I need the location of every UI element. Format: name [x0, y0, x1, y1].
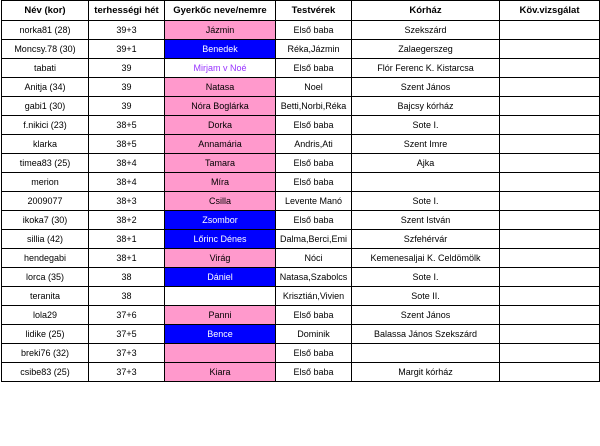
cell-het[interactable]: 39 — [89, 59, 165, 78]
cell-het[interactable]: 38+1 — [89, 249, 165, 268]
cell-het[interactable]: 39 — [89, 78, 165, 97]
cell-testver[interactable]: Levente Manó — [276, 192, 352, 211]
table-row — [2, 59, 600, 78]
table-row — [2, 344, 600, 363]
table-row — [2, 363, 600, 382]
cell-gyerek[interactable]: Tamara — [165, 154, 276, 173]
cell-gyerek[interactable]: Benedek — [165, 40, 276, 59]
cell-kov[interactable] — [500, 363, 600, 382]
cell-korhaz[interactable]: Bajcsy kórház — [352, 97, 500, 116]
table-row — [2, 325, 600, 344]
cell-kov[interactable] — [500, 249, 600, 268]
cell-het[interactable]: 37+3 — [89, 363, 165, 382]
cell-nev[interactable]: hendegabi — [2, 249, 89, 268]
header-korhaz[interactable]: Kórház — [352, 1, 500, 21]
table-row — [2, 211, 600, 230]
cell-gyerek[interactable]: Panni — [165, 306, 276, 325]
header-nev[interactable]: Név (kor) — [2, 1, 89, 21]
cell-nev[interactable]: Moncsy.78 (30) — [2, 40, 89, 59]
cell-testver[interactable]: Betti,Norbi,Réka — [276, 97, 352, 116]
cell-korhaz[interactable]: Margit kórház — [352, 363, 500, 382]
cell-nev[interactable]: f.nikici (23) — [2, 116, 89, 135]
table-row — [2, 287, 600, 306]
cell-nev[interactable]: lidike (25) — [2, 325, 89, 344]
cell-kov[interactable] — [500, 59, 600, 78]
cell-kov[interactable] — [500, 287, 600, 306]
table-row — [2, 173, 600, 192]
cell-gyerek[interactable]: Nóra Boglárka — [165, 97, 276, 116]
cell-nev[interactable]: norka81 (28) — [2, 21, 89, 40]
cell-korhaz[interactable] — [352, 173, 500, 192]
table-row — [2, 40, 600, 59]
cell-testver[interactable]: Andris,Ati — [276, 135, 352, 154]
cell-testver[interactable]: Első baba — [276, 154, 352, 173]
cell-het[interactable]: 38+3 — [89, 192, 165, 211]
cell-het[interactable]: 38 — [89, 287, 165, 306]
cell-gyerek[interactable]: Zsombor — [165, 211, 276, 230]
cell-nev[interactable]: gabi1 (30) — [2, 97, 89, 116]
cell-kov[interactable] — [500, 135, 600, 154]
cell-gyerek[interactable]: Mirjam v Noé — [165, 59, 276, 78]
cell-kov[interactable] — [500, 154, 600, 173]
header-row — [2, 1, 600, 21]
cell-testver[interactable]: Első baba — [276, 306, 352, 325]
table-row — [2, 116, 600, 135]
cell-korhaz[interactable]: Sote I. — [352, 192, 500, 211]
table-row — [2, 192, 600, 211]
header-gyerek[interactable]: Gyerkőc neve/nemre — [165, 1, 276, 21]
cell-gyerek[interactable]: Lőrinc Dénes — [165, 230, 276, 249]
cell-korhaz[interactable]: Szent János — [352, 78, 500, 97]
table-row — [2, 21, 600, 40]
cell-nev[interactable]: csibe83 (25) — [2, 363, 89, 382]
cell-kov[interactable] — [500, 192, 600, 211]
cell-kov[interactable] — [500, 306, 600, 325]
cell-testver[interactable]: Első baba — [276, 363, 352, 382]
cell-korhaz[interactable]: Sote I. — [352, 116, 500, 135]
cell-het[interactable]: 37+6 — [89, 306, 165, 325]
table-row — [2, 249, 600, 268]
cell-kov[interactable] — [500, 97, 600, 116]
table-row — [2, 230, 600, 249]
cell-korhaz[interactable]: Kemenesaljai K. Celdömölk — [352, 249, 500, 268]
cell-gyerek[interactable]: Míra — [165, 173, 276, 192]
cell-het[interactable]: 38+4 — [89, 173, 165, 192]
cell-gyerek[interactable]: Bence — [165, 325, 276, 344]
cell-nev[interactable]: klarka — [2, 135, 89, 154]
cell-testver[interactable]: Első baba — [276, 211, 352, 230]
cell-korhaz[interactable]: Szent Imre — [352, 135, 500, 154]
cell-het[interactable]: 37+5 — [89, 325, 165, 344]
cell-kov[interactable] — [500, 21, 600, 40]
cell-het[interactable]: 38+2 — [89, 211, 165, 230]
header-testver[interactable]: Testvérek — [276, 1, 352, 21]
cell-testver[interactable]: Első baba — [276, 344, 352, 363]
cell-testver[interactable]: Első baba — [276, 59, 352, 78]
cell-kov[interactable] — [500, 325, 600, 344]
cell-kov[interactable] — [500, 78, 600, 97]
cell-testver[interactable]: Dominik — [276, 325, 352, 344]
table-body — [2, 21, 600, 382]
header-kov[interactable]: Köv.vizsgálat — [500, 1, 600, 21]
table-row — [2, 135, 600, 154]
cell-gyerek[interactable]: Virág — [165, 249, 276, 268]
cell-kov[interactable] — [500, 268, 600, 287]
cell-testver[interactable]: Noel — [276, 78, 352, 97]
cell-korhaz[interactable]: Zalaegerszeg — [352, 40, 500, 59]
cell-kov[interactable] — [500, 40, 600, 59]
cell-gyerek[interactable]: Dorka — [165, 116, 276, 135]
cell-het[interactable]: 38 — [89, 268, 165, 287]
header-het[interactable]: terhességi hét — [89, 1, 165, 21]
cell-nev[interactable]: 2009077 — [2, 192, 89, 211]
cell-korhaz[interactable]: Ajka — [352, 154, 500, 173]
cell-kov[interactable] — [500, 116, 600, 135]
cell-nev[interactable]: sillia (42) — [2, 230, 89, 249]
cell-testver[interactable]: Réka,Jázmin — [276, 40, 352, 59]
cell-testver[interactable]: Első baba — [276, 116, 352, 135]
cell-nev[interactable]: lola29 — [2, 306, 89, 325]
table-row — [2, 306, 600, 325]
cell-nev[interactable]: timea83 (25) — [2, 154, 89, 173]
cell-korhaz[interactable]: Sote I. — [352, 268, 500, 287]
cell-gyerek[interactable] — [165, 287, 276, 306]
cell-nev[interactable]: lorca (35) — [2, 268, 89, 287]
cell-testver[interactable]: Nóci — [276, 249, 352, 268]
cell-testver[interactable]: Krisztián,Vivien — [276, 287, 352, 306]
cell-het[interactable]: 39+1 — [89, 40, 165, 59]
cell-korhaz[interactable]: Szekszárd — [352, 21, 500, 40]
cell-nev[interactable]: ikoka7 (30) — [2, 211, 89, 230]
cell-het[interactable]: 38+4 — [89, 154, 165, 173]
spreadsheet-table — [1, 0, 600, 382]
cell-kov[interactable] — [500, 211, 600, 230]
cell-gyerek[interactable]: Dániel — [165, 268, 276, 287]
cell-nev[interactable]: Anitja (34) — [2, 78, 89, 97]
cell-het[interactable]: 38+5 — [89, 116, 165, 135]
cell-het[interactable]: 37+3 — [89, 344, 165, 363]
cell-nev[interactable]: teranita — [2, 287, 89, 306]
cell-gyerek[interactable]: Kiara — [165, 363, 276, 382]
table-row — [2, 154, 600, 173]
cell-testver[interactable]: Első baba — [276, 21, 352, 40]
cell-korhaz[interactable]: Szfehérvár — [352, 230, 500, 249]
cell-testver[interactable]: Natasa,Szabolcs — [276, 268, 352, 287]
table-row — [2, 78, 600, 97]
cell-nev[interactable]: tabati — [2, 59, 89, 78]
cell-korhaz[interactable]: Balassa János Szekszárd — [352, 325, 500, 344]
cell-testver[interactable]: Dalma,Berci,Emi — [276, 230, 352, 249]
table-row — [2, 268, 600, 287]
cell-testver[interactable]: Első baba — [276, 173, 352, 192]
cell-kov[interactable] — [500, 344, 600, 363]
cell-nev[interactable]: merion — [2, 173, 89, 192]
table-row — [2, 97, 600, 116]
cell-korhaz[interactable]: Szent István — [352, 211, 500, 230]
cell-kov[interactable] — [500, 173, 600, 192]
cell-gyerek[interactable]: Csilla — [165, 192, 276, 211]
cell-het[interactable]: 39 — [89, 97, 165, 116]
cell-het[interactable]: 38+1 — [89, 230, 165, 249]
cell-gyerek[interactable]: Natasa — [165, 78, 276, 97]
cell-kov[interactable] — [500, 230, 600, 249]
cell-gyerek[interactable]: Jázmin — [165, 21, 276, 40]
cell-gyerek[interactable] — [165, 344, 276, 363]
cell-korhaz[interactable] — [352, 344, 500, 363]
cell-nev[interactable]: breki76 (32) — [2, 344, 89, 363]
cell-korhaz[interactable]: Flór Ferenc K. Kistarcsa — [352, 59, 500, 78]
cell-korhaz[interactable]: Sote II. — [352, 287, 500, 306]
cell-korhaz[interactable]: Szent János — [352, 306, 500, 325]
cell-het[interactable]: 39+3 — [89, 21, 165, 40]
cell-het[interactable]: 38+5 — [89, 135, 165, 154]
cell-gyerek[interactable]: Annamária — [165, 135, 276, 154]
